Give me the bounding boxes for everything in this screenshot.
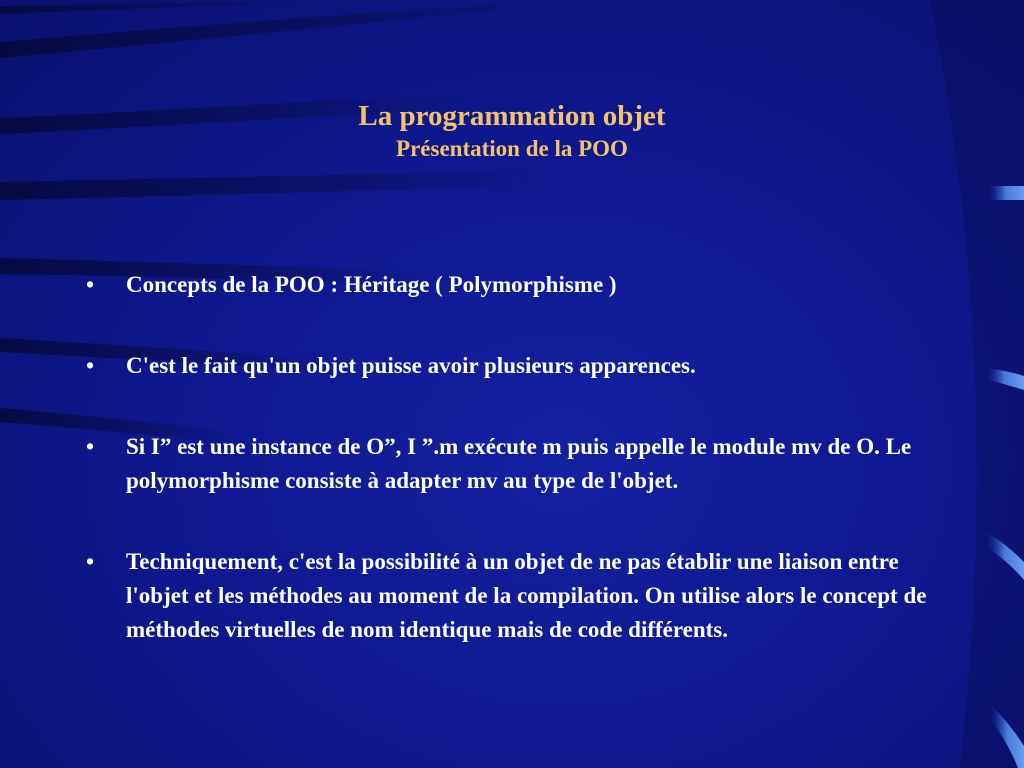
title-block [0, 98, 1024, 164]
bullet-icon: • [86, 434, 95, 459]
bullet-icon: • [86, 272, 95, 297]
bullet-item [86, 430, 946, 498]
bullet-text: Concepts de la POO : Héritage ( Polymorphisme ) [126, 272, 617, 297]
slide-title: La programmation objet [358, 100, 666, 132]
bullet-icon: • [86, 353, 95, 378]
bullet-text: C'est le fait qu'un objet puisse avoir plusieurs apparences. [126, 353, 696, 378]
bullet-item [86, 349, 946, 383]
bullet-list [86, 268, 946, 694]
stripe-3 [0, 170, 560, 200]
bullet-text: Si I” est une instance de O”, I ”.m exécute m puis appelle le module mv de O. Le polymorphisme consiste à adapter mv au type de l'objet. [126, 434, 912, 493]
stripe-7 [0, 0, 360, 14]
slide-subtitle: Présentation de la POO [396, 136, 628, 161]
bullet-text: Techniquement, c'est la possibilité à un objet de ne pas établir une liaison entre l'objet et les méthodes au moment de la compilation. On utilise alors le concept de méthodes virtuelles de nom identique mais de code différents. [126, 549, 927, 642]
bullet-icon: • [86, 549, 95, 574]
accent-1 [988, 186, 1024, 200]
bullet-item [86, 545, 946, 647]
bullet-item [86, 268, 946, 302]
